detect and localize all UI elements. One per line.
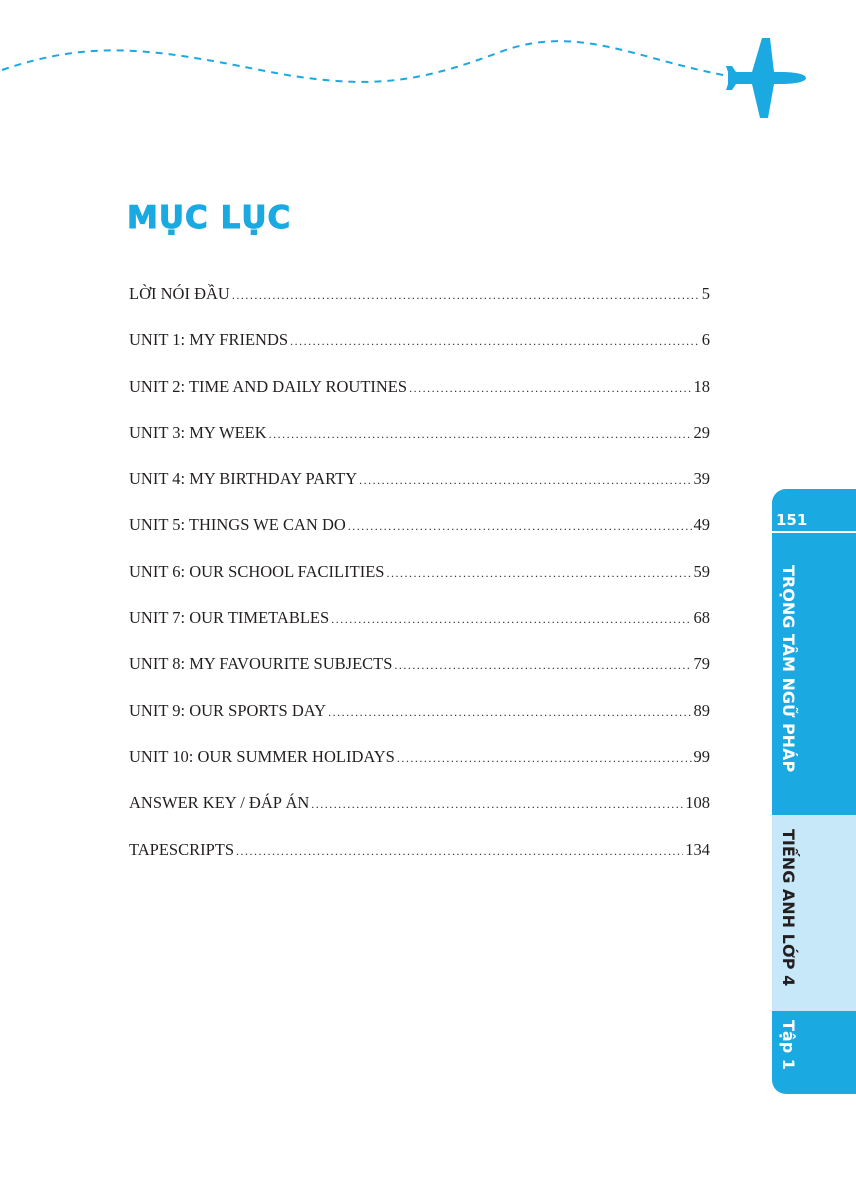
dot-leader <box>236 836 683 866</box>
toc-entry[interactable] <box>129 788 710 834</box>
toc-entry[interactable] <box>129 464 710 510</box>
dot-leader <box>386 558 691 588</box>
toc-entry-page: 79 <box>693 654 710 674</box>
toc-entry-page: 5 <box>701 284 710 303</box>
book-volume-label: Tập 1 <box>779 1020 798 1070</box>
toc-entry[interactable] <box>129 835 710 881</box>
dot-leader <box>359 465 691 495</box>
dot-leader <box>409 373 691 403</box>
dot-leader <box>311 789 683 819</box>
page-number: 151 <box>776 511 808 529</box>
toc-entry-page: 68 <box>693 608 710 628</box>
toc-entry[interactable] <box>129 603 710 649</box>
toc-entry-label: UNIT 4: MY BIRTHDAY PARTY <box>129 469 358 489</box>
toc-entry-page: 29 <box>693 422 710 442</box>
toc-entry-page: 134 <box>685 839 710 859</box>
toc-entry[interactable] <box>129 557 710 603</box>
dot-leader <box>232 280 700 310</box>
toc-entry[interactable] <box>129 418 710 464</box>
toc-entry[interactable] <box>129 510 710 556</box>
toc-entry[interactable] <box>129 649 710 695</box>
toc-entry-label: UNIT 8: MY FAVOURITE SUBJECTS <box>129 654 393 674</box>
toc-entry-page: 108 <box>685 793 710 813</box>
dot-leader <box>328 697 691 727</box>
toc-entry[interactable] <box>129 742 710 788</box>
toc-entry[interactable] <box>129 696 710 742</box>
toc-entry-label: ANSWER KEY / ĐÁP ÁN <box>129 793 310 813</box>
toc-entry-label: LỜI NÓI ĐẦU <box>129 284 230 303</box>
toc-entry[interactable] <box>129 279 710 325</box>
toc-entry-page: 6 <box>701 330 710 350</box>
toc-entry-label: UNIT 3: MY WEEK <box>129 422 267 442</box>
toc-entry-page: 49 <box>693 515 710 535</box>
toc-entry-label: UNIT 6: OUR SCHOOL FACILITIES <box>129 561 385 581</box>
toc-entry-label: UNIT 10: OUR SUMMER HOLIDAYS <box>129 746 395 766</box>
book-series-label: TRỌNG TÂM NGỮ PHÁP <box>779 565 798 773</box>
toc-entry-label: UNIT 7: OUR TIMETABLES <box>129 608 330 628</box>
table-of-contents <box>129 279 710 881</box>
toc-entry[interactable] <box>129 372 710 418</box>
book-subject-label: TIẾNG ANH LỚP 4 <box>779 829 798 987</box>
toc-entry-page: 39 <box>693 469 710 489</box>
dot-leader <box>290 326 700 356</box>
toc-entry-label: TAPESCRIPTS <box>129 839 235 859</box>
side-tab <box>772 489 856 1094</box>
dot-leader <box>394 650 691 680</box>
dot-leader <box>269 419 692 449</box>
toc-entry-page: 18 <box>693 376 710 396</box>
toc-entry-label: UNIT 2: TIME AND DAILY ROUTINES <box>129 376 408 396</box>
toc-entry-label: UNIT 1: MY FRIENDS <box>129 330 289 350</box>
page-title: MỤC LỤC <box>127 200 292 236</box>
toc-entry-label: UNIT 5: THINGS WE CAN DO <box>129 515 346 535</box>
toc-entry-page: 59 <box>693 561 710 581</box>
toc-entry-page: 89 <box>693 700 710 720</box>
dot-leader <box>331 604 691 634</box>
dot-leader <box>397 743 692 773</box>
toc-entry-page: 99 <box>693 746 710 766</box>
toc-entry-label: UNIT 9: OUR SPORTS DAY <box>129 700 327 720</box>
airplane-icon <box>722 36 808 120</box>
dot-leader <box>348 511 692 541</box>
toc-entry[interactable] <box>129 325 710 371</box>
divider <box>772 531 856 533</box>
